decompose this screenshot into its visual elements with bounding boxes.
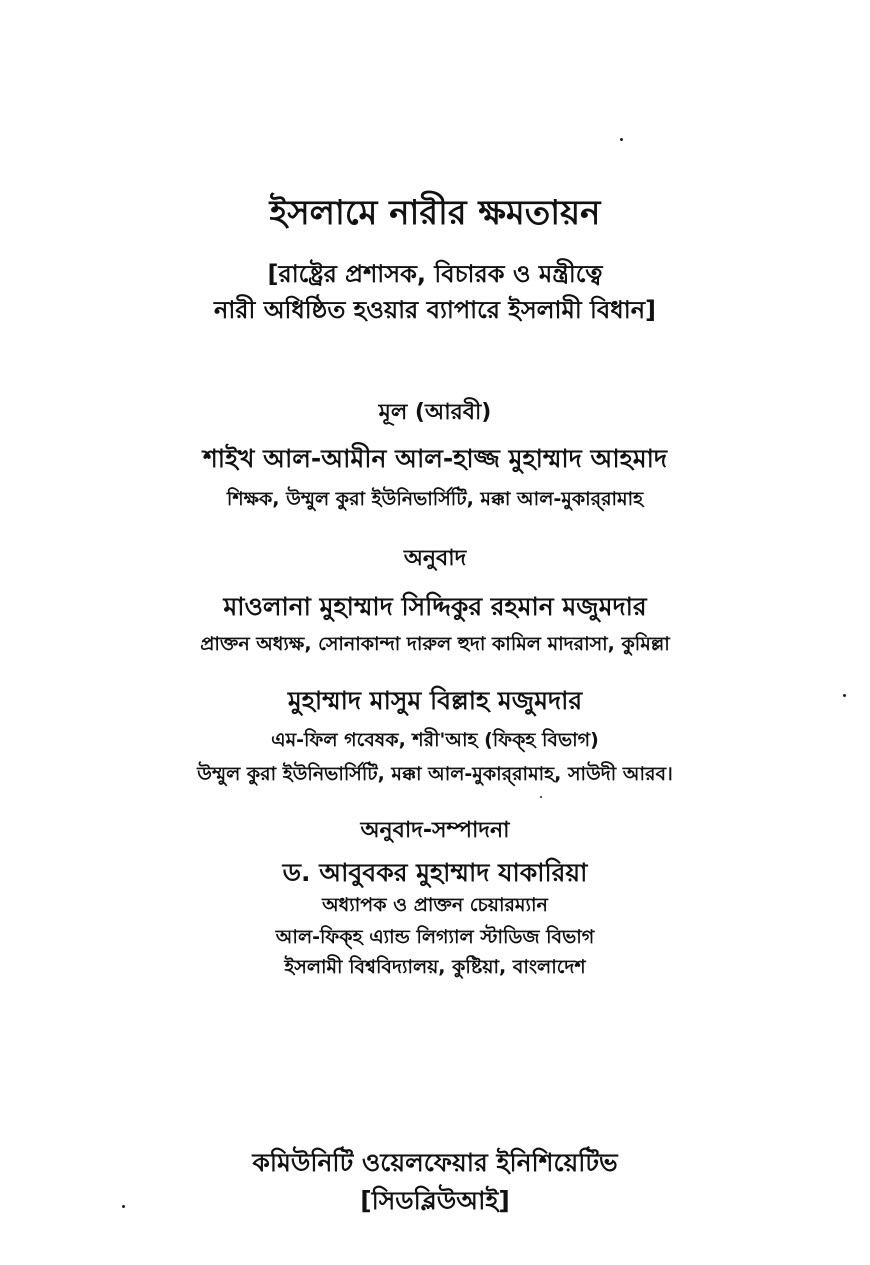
scan-speck xyxy=(122,1205,125,1208)
translator-2-name: মুহাম্মাদ মাসুম বিল্লাহ মজুমদার xyxy=(287,686,583,715)
original-label: মূল (আরবী) xyxy=(378,400,492,425)
translator-2-affiliation-1: এম-ফিল গবেষক, শরী'আহ (ফিক্‌হ বিভাগ) xyxy=(271,729,599,751)
editing-label: অনুবাদ-সম্পাদনা xyxy=(360,818,510,843)
scan-speck xyxy=(620,138,623,141)
scan-speck xyxy=(843,694,846,697)
editor-affiliation-2: আল-ফিক্‌হ এ্যান্ড লিগ্যাল স্টাডিজ বিভাগ xyxy=(275,926,595,948)
publisher-abbreviation: [সিডব্লিউআই] xyxy=(360,1186,510,1215)
original-author-affiliation: শিক্ষক, উম্মুল কুরা ইউনিভার্সিটি, মক্কা আল-মুকার্‌রামাহ xyxy=(226,488,644,510)
book-subtitle-line-1: [রাষ্ট্রের প্রশাসক, বিচারক ও মন্ত্রীত্বে xyxy=(267,260,603,288)
book-title: ইসলামে নারীর ক্ষমতায়ন xyxy=(269,193,601,233)
editor-affiliation-3: ইসলামী বিশ্ববিদ্যালয়, কুষ্টিয়া, বাংলাদেশ xyxy=(284,956,586,978)
scan-speck xyxy=(540,796,542,798)
book-subtitle-line-2: নারী অধিষ্ঠিত হওয়ার ব্যাপারে ইসলামী বিধান] xyxy=(214,296,656,324)
editor-name: ড. আবুবকর মুহাম্মাদ যাকারিয়া xyxy=(282,858,588,887)
translator-2-affiliation-2: উম্মুল কুরা ইউনিভার্সিটি, মক্কা আল-মুকার্‌রামাহ, সাউদী আরব। xyxy=(197,763,673,785)
translator-1-affiliation: প্রাক্তন অধ্যক্ষ, সোনাকান্দা দারুল হুদা কামিল মাদরাসা, কুমিল্লা xyxy=(200,633,670,655)
translation-label: অনুবাদ xyxy=(403,546,467,571)
publisher-name: কমিউনিটি ওয়েলফেয়ার ইনিশিয়েটিভ xyxy=(252,1148,618,1177)
translator-1-name: মাওলানা মুহাম্মাদ সিদ্দিকুর রহমান মজুমদার xyxy=(223,592,647,621)
original-author: শাইখ আল-আমীন আল-হাজ্জ মুহাম্মাদ আহমাদ xyxy=(202,444,668,473)
editor-affiliation-1: অধ্যাপক ও প্রাক্তন চেয়ারম্যান xyxy=(322,894,548,916)
